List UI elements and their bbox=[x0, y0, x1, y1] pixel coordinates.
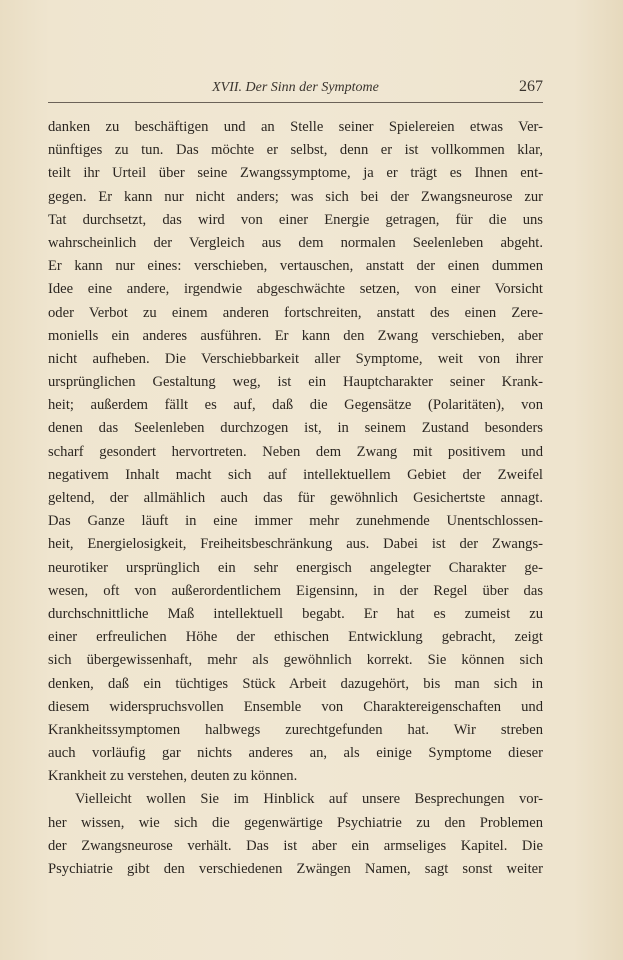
text-line: wahrscheinlich der Vergleich aus dem normalen Seelenleben abgeht. bbox=[48, 234, 543, 251]
body-text bbox=[48, 116, 543, 881]
text-line: scharf gesondert hervortreten. Neben dem Zwang mit positivem und bbox=[48, 443, 543, 460]
text-line: auch vorläufig gar nichts anderes an, als einige Symptome dieser bbox=[48, 745, 543, 762]
text-line: einer erfreulichen Höhe der ethischen Entwicklung gebracht, zeigt bbox=[48, 629, 543, 646]
text-line: oder Verbot zu einem anderen fortschreiten, anstatt des einen Zere- bbox=[48, 304, 543, 321]
text-line: moniells ein anderes ausführen. Er kann den Zwang verschieben, aber bbox=[48, 327, 543, 344]
running-head bbox=[48, 78, 543, 103]
text-line: diesem widerspruchsvollen Ensemble von Charaktereigenschaften und bbox=[48, 698, 543, 715]
text-line: ursprünglichen Gestaltung weg, ist ein Hauptcharakter seiner Krank- bbox=[48, 374, 543, 391]
text-line: her wissen, wie sich die gegenwärtige Psychiatrie zu den Problemen bbox=[48, 814, 543, 831]
text-line: nicht aufheben. Die Verschiebbarkeit aller Symptome, weit von ihrer bbox=[48, 350, 543, 367]
text-line: Psychiatrie gibt den verschiedenen Zwängen Namen, sagt sonst weiter bbox=[48, 861, 543, 877]
text-line: neurotiker ursprünglich ein sehr energisch angelegter Charakter ge- bbox=[48, 559, 543, 576]
text-line: denken, daß ein tüchtiges Stück Arbeit dazugehört, bis man sich in bbox=[48, 675, 543, 692]
text-line: geltend, der allmählich auch das für gewöhnlich Gesichertste annagt. bbox=[48, 490, 543, 506]
text-line: danken zu beschäftigen und an Stelle seiner Spielereien etwas Ver- bbox=[48, 119, 543, 135]
text-line: nünftiges zu tun. Das möchte er selbst, denn er ist vollkommen klar, bbox=[48, 142, 543, 159]
text-line: Idee eine andere, irgendwie abgeschwächte setzen, von einer Vorsicht bbox=[48, 281, 543, 298]
text-line: gegen. Er kann nur nicht anders; was sich bei der Zwangsneurose zur bbox=[48, 188, 543, 205]
text-line: sich übergewissenhaft, mehr als gewöhnlich korrekt. Sie können sich bbox=[48, 652, 543, 669]
text-line: Er kann nur eines: verschieben, vertauschen, anstatt der einen dummen bbox=[48, 258, 543, 275]
paragraph-start-line: Vielleicht wollen Sie im Hinblick auf unsere Besprechungen vor- bbox=[75, 791, 543, 808]
text-line: wesen, oft von außerordentlichem Eigensinn, in der Regel über das bbox=[48, 582, 543, 599]
text-line: durchschnittliche Maß intellektuell begabt. Er hat es zumeist zu bbox=[48, 605, 543, 622]
text-line: teilt ihr Urteil über seine Zwangssymptome, ja er trägt es Ihnen ent- bbox=[48, 165, 543, 182]
chapter-title: XVII. Der Sinn der Symptome bbox=[212, 80, 379, 95]
text-line: Tat durchsetzt, das wird von einer Energie getragen, für die uns bbox=[48, 211, 543, 228]
text-line: denen das Seelenleben durchzogen ist, in seinem Zustand besonders bbox=[48, 420, 543, 437]
text-line: Krankheitssymptomen halbwegs zurechtgefunden hat. Wir streben bbox=[48, 721, 543, 738]
text-line: heit, Energielosigkeit, Freiheitsbeschränkung aus. Dabei ist der Zwangs- bbox=[48, 536, 543, 553]
text-line: negativem Inhalt macht sich auf intellektuellem Gebiet der Zweifel bbox=[48, 466, 543, 483]
text-line: der Zwangsneurose verhält. Das ist aber ein armseliges Kapitel. Die bbox=[48, 837, 543, 854]
text-line: heit; außerdem fällt es auf, daß die Gegensätze (Polaritäten), von bbox=[48, 397, 543, 414]
page-number: 267 bbox=[519, 78, 543, 95]
text-line: Das Ganze läuft in eine immer mehr zunehmende Unentschlossen- bbox=[48, 513, 543, 530]
paragraph-end-line: Krankheit zu verstehen, deuten zu können. bbox=[48, 768, 298, 785]
